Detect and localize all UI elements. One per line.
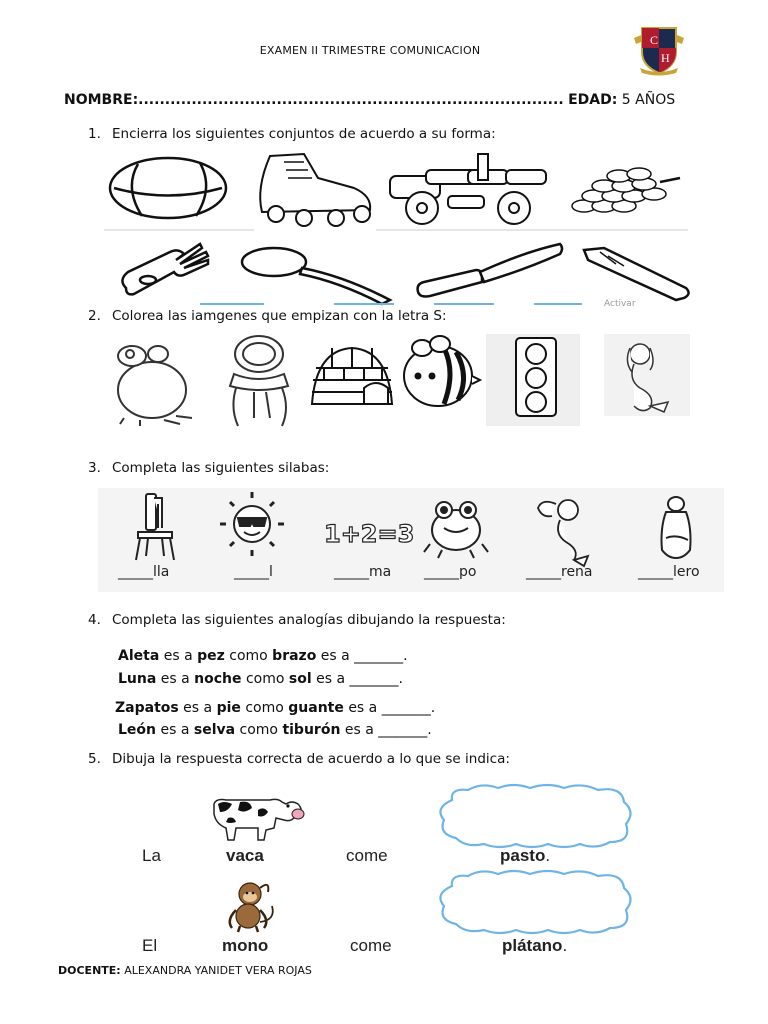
teacher-line	[58, 964, 312, 977]
salt-shaker-icon	[662, 497, 691, 558]
question-5: 5. Dibuja la respuesta correcta de acuerdo a lo que se indica:	[88, 751, 510, 767]
student-info-line	[64, 92, 675, 108]
q2-image-area	[104, 332, 696, 432]
igloo-icon	[312, 348, 392, 404]
roller-skate-icon	[260, 154, 370, 226]
sentence-2-food: plátano.	[502, 936, 568, 955]
bee-icon	[404, 336, 480, 406]
sentence-1-animal: vaca	[226, 846, 264, 865]
sentence-2-article: El	[142, 936, 158, 955]
school-crest-logo	[630, 18, 688, 76]
sentence-1-food: pasto.	[500, 846, 551, 865]
question-1: 1. Encierra los siguientes conjuntos de acuerdo a su forma:	[88, 126, 496, 142]
sentence-2-verb: come	[350, 936, 392, 955]
question-2: 2. Colorea las iamgenes que empizan con la letra S:	[88, 308, 447, 324]
watermark-text: Activar	[604, 299, 636, 308]
spoon-icon	[242, 248, 390, 304]
nail-file-icon	[584, 248, 689, 300]
syllable-1[interactable]: _____lla	[118, 564, 170, 580]
traffic-light-icon	[516, 338, 556, 416]
ball-icon	[110, 158, 226, 218]
svg-text:1+2=3: 1+2=3	[324, 520, 415, 548]
syllable-5[interactable]: _____rena	[526, 564, 593, 580]
syllable-3[interactable]: _____ma	[334, 564, 392, 580]
docente-label: DOCENTE:	[58, 964, 121, 977]
grapes-icon	[572, 168, 680, 212]
syllable-4[interactable]: _____po	[424, 564, 477, 580]
sentence-1-verb: come	[346, 846, 388, 865]
edad-label: EDAD:	[568, 92, 618, 108]
cow-icon	[206, 792, 306, 844]
analogy-blank-3[interactable]: _______.	[381, 700, 436, 716]
nombre-blank[interactable]: ................................................................................	[138, 92, 564, 108]
analogy-line-2: Luna es a noche como sol es a _______.	[118, 671, 403, 687]
crest-letter-h: H	[661, 51, 670, 65]
q3-syllable-panel	[98, 488, 724, 592]
monkey-icon	[218, 880, 280, 934]
edad-value: 5 AÑOS	[621, 92, 676, 108]
analogy-blank-2[interactable]: _______.	[349, 671, 403, 687]
question-4: 4. Completa las siguientes analogías dibujando la respuesta:	[88, 612, 506, 628]
question-3: 3. Completa las siguientes silabas:	[88, 460, 330, 476]
answer-cloud-2[interactable]	[432, 868, 642, 938]
mermaid-icon	[538, 500, 588, 566]
analogy-line-1: Aleta es a pez como brazo es a _______.	[118, 648, 408, 664]
chair-icon	[230, 336, 288, 426]
knife-icon	[418, 244, 562, 297]
syllable-2[interactable]: _____l	[234, 564, 273, 580]
analogy-blank-4[interactable]: _______.	[378, 722, 432, 738]
math-equation-icon	[324, 520, 414, 548]
docente-name: ALEXANDRA YANIDET VERA ROJAS	[124, 964, 312, 977]
syllable-6[interactable]: _____lero	[638, 564, 700, 580]
frog-icon	[424, 502, 488, 558]
frog-icon	[118, 346, 192, 426]
sun-icon	[220, 492, 284, 556]
sentence-1-article: La	[142, 846, 161, 865]
nombre-label: NOMBRE:	[64, 92, 139, 108]
analogy-line-4: León es a selva como tiburón es a _______.	[118, 722, 432, 738]
fork-icon	[122, 244, 208, 294]
analogy-blank-1[interactable]: _______.	[354, 648, 408, 664]
answer-cloud-1[interactable]	[432, 782, 642, 852]
exam-title: EXAMEN II TRIMESTRE COMUNICACION	[259, 44, 481, 57]
sentence-2-animal: mono	[222, 936, 269, 955]
bicycle-icon	[390, 154, 546, 224]
analogy-line-3: Zapatos es a pie como guante es a _______.	[115, 700, 436, 716]
crest-letter-c: C	[650, 33, 659, 47]
q1-image-area	[104, 148, 694, 308]
chair-icon	[136, 494, 174, 560]
